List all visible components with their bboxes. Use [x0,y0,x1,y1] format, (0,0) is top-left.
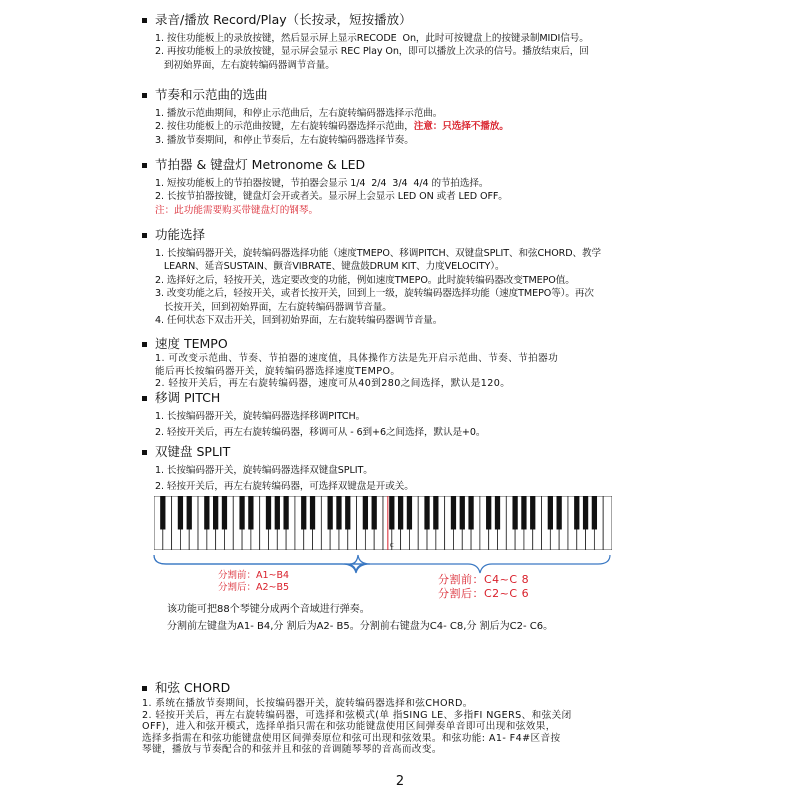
piano-keyboard-diagram [154,496,612,550]
black-key [486,496,491,529]
section-title [142,87,662,103]
section-title-text: 节奏和示范曲的选曲 [155,87,268,102]
black-key [363,496,368,529]
list-item: 1. 长按编码器开关，旋转编码器选择移调PITCH。 [155,411,366,422]
section-title [142,12,662,28]
left-range-before: 分割前：A1~B4 [218,570,290,581]
square-bullet-icon [142,450,147,455]
section-demo-select [142,87,662,147]
black-key [512,496,517,529]
list-item: 4. 任何状态下双击开关，回到初始界面，左右旋转编码器调节音量。 [155,315,443,327]
section-title [142,444,662,460]
warning-note: 注：此功能需要购买带键盘灯的钢琴。 [155,204,319,216]
black-key [592,496,597,529]
section-title-text: 和弦 CHORD [155,680,231,695]
section-title [142,390,662,406]
black-key [372,496,377,529]
warning-note: 注意：只选择不播放。 [413,121,509,133]
black-key [521,496,526,529]
black-key [178,496,183,529]
section-title-text: 移调 PITCH [155,390,221,405]
black-key [468,496,473,529]
black-key [389,496,394,529]
black-key [433,496,438,529]
black-key [204,496,209,529]
right-range-before: 分割前：C4~C 8 [438,573,530,586]
section-title [142,680,662,696]
list-item: 1. 按住功能板上的录放按键，然后显示屏上显示RECODE On，此时可按键盘上的按键录制MIDI信号。 [155,33,589,44]
list-item: 2. 长按节拍器按键，键盘灯会开或者关。显示屏上会显示 LED ON 或者 LED OFF。 [155,191,508,203]
list-item: 长按开关，回到初始界面，左右旋转编码器调节音量。 [155,301,392,313]
section-title [142,336,662,352]
section-tempo [142,336,662,391]
black-key [239,496,244,529]
list-item: 选择多指需在和弦功能键盘使用区间弹奏原位和弦可出现和弦效果。和弦功能: A1- F4#区音按 [142,732,561,744]
black-key [398,496,403,529]
left-range-brace-end [154,555,366,571]
black-key [310,496,315,529]
black-key [187,496,192,529]
square-bullet-icon [142,686,147,691]
black-key [451,496,456,529]
square-bullet-icon [142,396,147,401]
white-key [603,496,612,550]
section-record-play [142,12,662,72]
section-title-text: 节拍器 & 键盘灯 Metronome & LED [155,157,366,172]
page-number: 2 [395,774,405,789]
black-key [407,496,412,529]
list-item: 1. 短按功能板上的节拍器按键，节拍器会显示 1/4 2/4 3/4 4/4 的节拍选择。 [155,178,489,189]
right-range-after: 分割后：C2~C 6 [438,587,530,600]
square-bullet-icon [142,342,147,347]
list-item: 1. 长按编码器开关，旋转编码器选择功能（速度TMEPO、移调PITCH、双键盘SPLIT、和弦CHORD、教学 [155,248,601,259]
black-key [275,496,280,529]
section-pitch [142,390,662,440]
list-item: 1. 播放示范曲期间，和停止示范曲后，左右旋转编码器选择示范曲。 [155,108,443,119]
black-key [460,496,465,529]
black-key [283,496,288,529]
list-item: 2. 轻按开关后，再左右旋转编码器，可选择和弦模式(单 指SING LE、多指FI NGERS、和弦关闭 [142,709,572,721]
list-item: 2. 轻按开关后，再左右旋转编码器，速度可从40到280之间选择，默认是120。 [155,378,511,390]
black-key [301,496,306,529]
left-range-after: 分割后：A2~B5 [218,582,290,593]
list-item: 1. 系统在播放节奏期间，长按编码器开关，旋转编码器选择和弦CHORD。 [142,698,473,709]
square-bullet-icon [142,18,147,23]
black-key [495,496,500,529]
square-bullet-icon [142,163,147,168]
list-item: 2. 轻按开关后，再左右旋转编码器，可选择双键盘是开或关。 [155,481,414,493]
list-item: 到初始界面，左右旋转编码器调节音量。 [155,59,335,71]
list-item: 2. 轻按开关后，再左右旋转编码器，移调可从 - 6到+6之间选择，默认是+0。 [155,427,486,439]
black-key [583,496,588,529]
list-item: 2. 选择好之后，轻按开关，选定要改变的功能，例如速度TMEPO。此时旋转编码器改变TMEPO值。 [155,274,575,286]
split-caption-1: 该功能可把88个琴键分成两个音域进行弹奏。 [167,604,370,615]
black-key [557,496,562,529]
black-key [213,496,218,529]
black-key [548,496,553,529]
list-item: OFF)，进入和弦开模式，选择单指只需在和弦功能键盘使用区间弹奏单音即可出现和弦效果， [142,721,556,733]
black-key [266,496,271,529]
list-item: 3. 改变功能之后，轻按开关，或者长按开关，回到上一级，旋转编码器选择功能（速度TMEPO等）。再次 [155,288,594,300]
black-key [160,496,165,529]
black-key [328,496,333,529]
black-key [336,496,341,529]
split-key-marker: C [389,543,394,549]
list-item: 1. 可改变示范曲、节奏、节拍器的速度值，具体操作方法是先开启示范曲、节奏、节拍器功 [155,353,559,364]
black-key [345,496,350,529]
list-item: 3. 播放节奏期间，和停止节奏后，左右旋转编码器选择节奏。 [155,134,414,146]
section-chord [142,680,662,756]
section-title-text: 功能选择 [155,227,206,242]
list-item: 2. 再按功能板上的录放按键，显示屏会显示 REC Play On，即可以播放上次录的信号。播放结束后，回 [155,46,589,58]
section-metronome-led [142,157,662,217]
list-item: 琴键，播放与节奏配合的和弦并且和弦的音调随琴琴的音高而改变。 [142,744,442,756]
section-title-text: 录音/播放 Record/Play（长按录，短按播放） [155,12,412,27]
list-item [155,120,662,133]
section-title [142,157,662,173]
black-key [424,496,429,529]
black-key [574,496,579,529]
section-title-text: 速度 TEMPO [155,336,228,351]
list-item-text: 2. 按住功能板上的示范曲按键，左右旋转编码器选择示范曲， [155,121,414,133]
square-bullet-icon [142,233,147,238]
section-function-select [142,227,662,327]
split-caption-2: 分割前左键盘为A1- B4,分 割后为A2- B5。分割前右键盘为C4- C8,分 割后为C2- C6。 [167,621,554,632]
section-title [142,227,662,243]
right-range-brace [358,555,610,573]
section-split [142,444,662,494]
list-item: 能后再长按编码器开关，旋转编码器选择速度TEMPO。 [155,365,401,377]
black-key [248,496,253,529]
list-item: LEARN、延音SUSTAIN、颤音VIBRATE、键盘鼓DRUM KIT、力度VELOCITY）。 [155,261,505,273]
section-title-text: 双键盘 SPLIT [155,444,231,459]
black-key [222,496,227,529]
black-key [530,496,535,529]
square-bullet-icon [142,93,147,98]
list-item: 1. 长按编码器开关，旋转编码器选择双键盘SPLIT。 [155,465,373,476]
